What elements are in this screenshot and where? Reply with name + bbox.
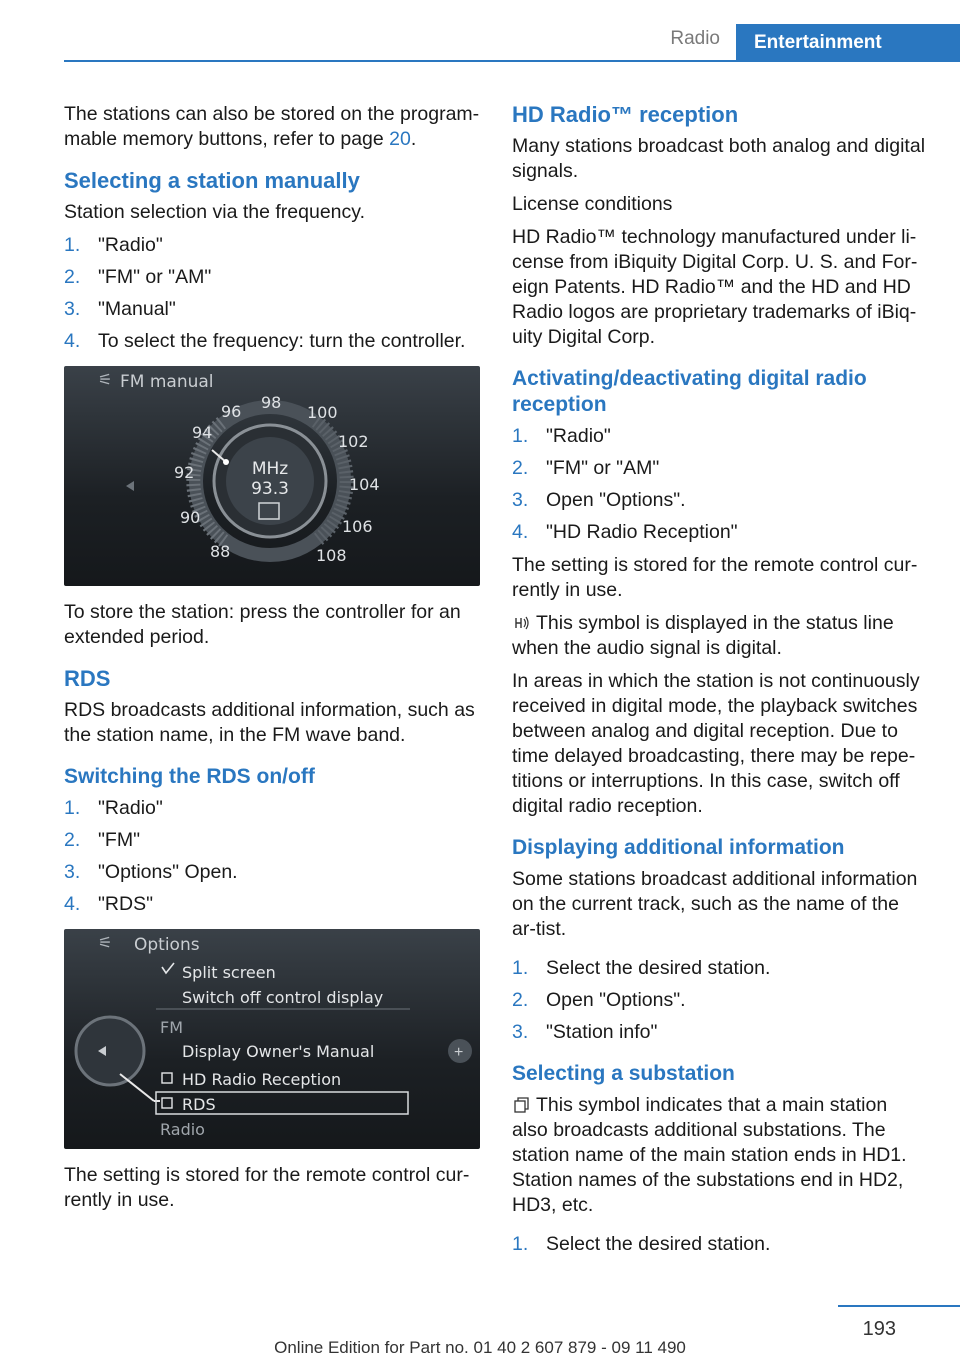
- heading-rds-switch: Switching the RDS on/off: [64, 765, 315, 788]
- tick-label: 106: [342, 517, 373, 536]
- menu-item: HD Radio Reception: [182, 1070, 342, 1089]
- heading-manual: Selecting a station manually: [64, 168, 360, 193]
- list-item: 1. "Radio": [512, 425, 611, 447]
- freq-value: 93.3: [251, 479, 289, 499]
- license-title: License conditions: [512, 193, 673, 215]
- activate-steps: [512, 424, 928, 545]
- menu-item: Display Owner's Manual: [182, 1042, 375, 1061]
- list-item: 3. "Station info": [512, 1021, 658, 1043]
- tick-label: 90: [180, 508, 201, 527]
- heading-activate: Activating/deactivating digital radio reception: [512, 367, 867, 416]
- setting-stored-text: The setting is stored for the remote control cur-rently in use.: [64, 1164, 470, 1211]
- list-item: 2. "FM": [64, 829, 140, 851]
- heading-additional: Displaying additional information: [512, 836, 845, 859]
- additional-steps: [512, 956, 928, 1045]
- radio-icon: ⚟: [98, 935, 113, 952]
- list-item: 1. "Radio": [64, 234, 163, 256]
- svg-text:+: +: [454, 1044, 464, 1061]
- areas-text: In areas in which the station is not continuously received in digital mode, the playback switches between analog and digital reception. Due to time delayed broadcasting, there may be repe-titions or interruptions. In this case, switch off digital radio reception.: [512, 670, 920, 817]
- list-item: 2. Open "Options".: [512, 989, 686, 1011]
- tick-label: 92: [174, 463, 195, 482]
- header-section: Radio: [670, 28, 720, 49]
- hd-desc: Many stations broadcast both analog and digital signals.: [512, 135, 926, 182]
- footer-rule: [838, 1305, 960, 1307]
- list-item: 3. "Manual": [64, 298, 176, 320]
- tick-label: 88: [210, 542, 231, 561]
- list-item: 1. Select the desired station.: [512, 957, 771, 979]
- list-item: 4. "RDS": [64, 893, 154, 915]
- menu-section: FM: [160, 1018, 184, 1037]
- tick-label: 94: [192, 423, 213, 442]
- rds-steps: [64, 796, 480, 917]
- screen-title: FM manual: [120, 372, 214, 392]
- heading-rds: RDS: [64, 666, 111, 691]
- intro-paragraph: The stations can also be stored on the program-mable memory buttons, refer to page 20.: [64, 103, 480, 150]
- left-column: [64, 102, 480, 1221]
- substation-icon: [512, 1097, 530, 1113]
- list-item: 1. "Radio": [64, 797, 163, 819]
- radio-icon: ⚟: [98, 372, 113, 389]
- list-item: 3. Open "Options".: [512, 489, 686, 511]
- heading-substation: Selecting a substation: [512, 1062, 735, 1085]
- substation-desc: This symbol indicates that a main station also broadcasts additional substations. The station name of the main station ends in HD1. Station names of the substations end in HD2, HD3, etc.: [512, 1094, 907, 1216]
- tick-label: 96: [221, 402, 242, 421]
- list-item: 2. "FM" or "AM": [512, 457, 660, 479]
- substation-steps: [512, 1232, 928, 1257]
- tick-label: 102: [338, 432, 369, 451]
- options-menu: [64, 929, 480, 1149]
- list-item: 3. "Options" Open.: [64, 861, 238, 883]
- screen-title: Options: [134, 935, 200, 955]
- freq-unit: MHz: [251, 459, 289, 479]
- tick-label: 108: [316, 546, 347, 565]
- edition-footer: Online Edition for Part no. 01 40 2 607 879 - 09 11 490: [274, 1338, 686, 1357]
- additional-desc: Some stations broadcast additional information on the current track, such as the name of the ar-tist.: [512, 868, 918, 940]
- store-text: To store the station: press the controller for an extended period.: [64, 601, 461, 648]
- tick-label: 100: [307, 403, 338, 422]
- options-screenshot: [64, 929, 480, 1149]
- page-link[interactable]: 20: [389, 128, 411, 150]
- symbol-paragraph: This symbol is displayed in the status line when the audio signal is digital.: [512, 612, 894, 659]
- menu-section: Radio: [160, 1120, 205, 1139]
- right-column: [512, 102, 928, 1265]
- manual-desc: Station selection via the frequency.: [64, 201, 365, 223]
- tick-label: 104: [349, 475, 380, 494]
- tick-label: 98: [261, 393, 282, 412]
- rds-desc: RDS broadcasts additional information, such as the station name, in the FM wave band.: [64, 699, 475, 746]
- fm-manual-screenshot: [64, 366, 480, 586]
- page-number: 193: [862, 1318, 896, 1340]
- hd-digital-icon: [512, 615, 530, 631]
- menu-item: RDS: [182, 1095, 216, 1114]
- menu-item: Split screen: [182, 963, 276, 982]
- menu-item: Switch off control display: [182, 988, 384, 1007]
- list-item: 4. "HD Radio Reception": [512, 521, 738, 543]
- manual-steps: [64, 233, 480, 354]
- list-item: 4. To select the frequency: turn the controller.: [64, 330, 466, 352]
- frequency-dial: [64, 366, 480, 586]
- header-chapter: Entertainment: [736, 24, 960, 62]
- list-item: 1. Select the desired station.: [512, 1233, 771, 1255]
- license-text: HD Radio™ technology manufactured under li-cense from iBiquity Digital Corp. U. S. and For-eign Patents. HD Radio™ and the HD and HD Radio logos are proprietary trademarks of iBiq-uity Digital Corp.: [512, 226, 918, 348]
- heading-hd-radio: HD Radio™ reception: [512, 102, 739, 127]
- activate-stored: The setting is stored for the remote control cur-rently in use.: [512, 554, 918, 601]
- list-item: 2. "FM" or "AM": [64, 266, 212, 288]
